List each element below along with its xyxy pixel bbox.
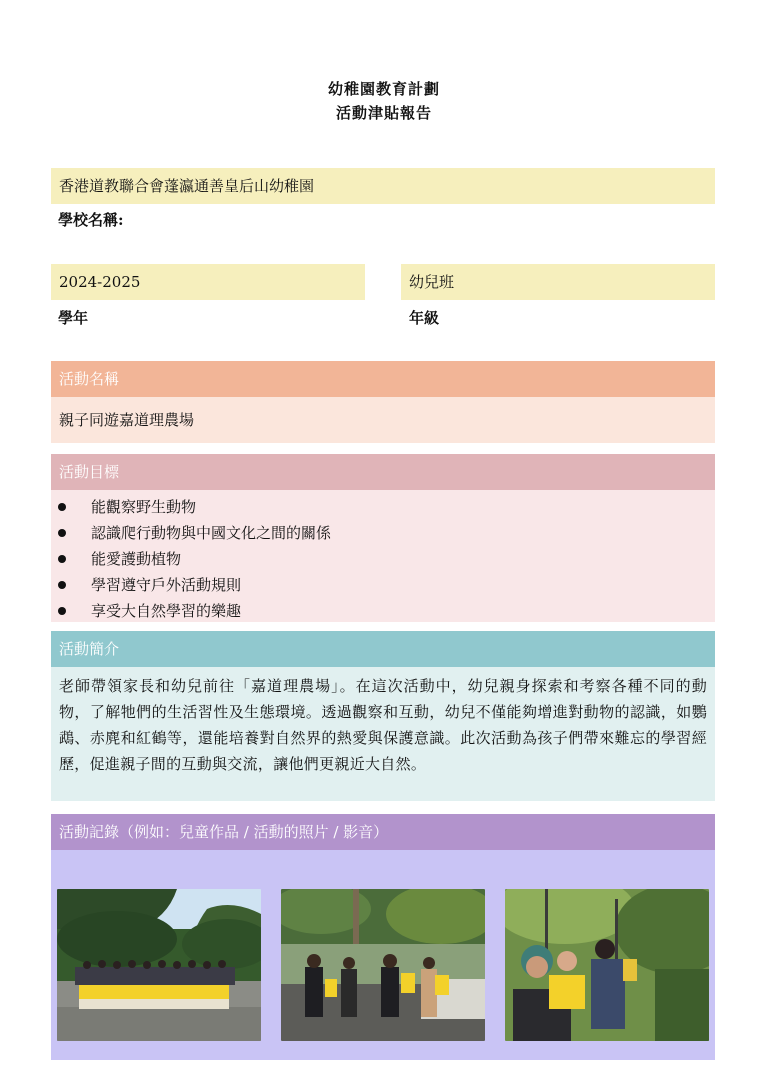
activity-name-heading: 活動名稱	[51, 361, 715, 397]
objective-text: 能愛護動植物	[91, 550, 182, 568]
bullet-icon	[58, 581, 66, 589]
school-year-label: 學年	[58, 309, 89, 327]
objective-text: 能觀察野生動物	[91, 498, 197, 516]
report-title-line1: 幼稚園教育計劃	[327, 80, 440, 98]
introduction-panel	[51, 667, 715, 801]
objectives-heading: 活動目標	[51, 454, 715, 490]
school-name-value: 香港道教聯合會蓬瀛通善皇后山幼稚園	[51, 168, 715, 204]
introduction-text: 老師帶領家長和幼兒前往「嘉道理農場」。在這次活動中，幼兒親身探索和考察各種不同的動物，了解牠們的生活習性及生態環境。透過觀察和互動，幼兒不僅能夠增進對動物的認識，如鸚鵡、赤麂和紅鶴等，還能培養對自然界的熱愛與保護意識。此次活動為孩子們帶來難忘的學習經歷，促進親子間的互動與交流，讓他們更親近大自然。	[59, 677, 707, 773]
bullet-icon	[58, 607, 66, 615]
school-name-label: 學校名稱:	[58, 211, 124, 229]
activity-name-value: 親子同遊嘉道理農場	[51, 397, 715, 443]
activity-photo-group	[57, 889, 261, 1041]
report-title-line2: 活動津貼報告	[335, 104, 432, 122]
list-item	[51, 520, 715, 546]
activity-photo-families	[281, 889, 485, 1041]
objective-text: 享受大自然學習的樂趣	[91, 602, 242, 620]
objective-text: 認識爬行動物與中國文化之間的關係	[91, 524, 332, 542]
activity-photo-parent-child	[505, 889, 709, 1041]
objectives-list-panel	[51, 490, 715, 622]
list-item	[51, 494, 715, 520]
school-year-value: 2024-2025	[51, 264, 365, 300]
list-item	[51, 598, 715, 624]
grade-value: 幼兒班	[401, 264, 715, 300]
list-item	[51, 546, 715, 572]
bullet-icon	[58, 503, 66, 511]
grade-label: 年級	[409, 309, 440, 327]
bullet-icon	[58, 529, 66, 537]
objectives-list	[51, 490, 715, 624]
introduction-heading: 活動簡介	[51, 631, 715, 667]
bullet-icon	[58, 555, 66, 563]
list-item	[51, 572, 715, 598]
records-heading: 活動記錄（例如：兒童作品 / 活動的照片 / 影音）	[51, 814, 715, 850]
objective-text: 學習遵守戶外活動規則	[91, 576, 242, 594]
